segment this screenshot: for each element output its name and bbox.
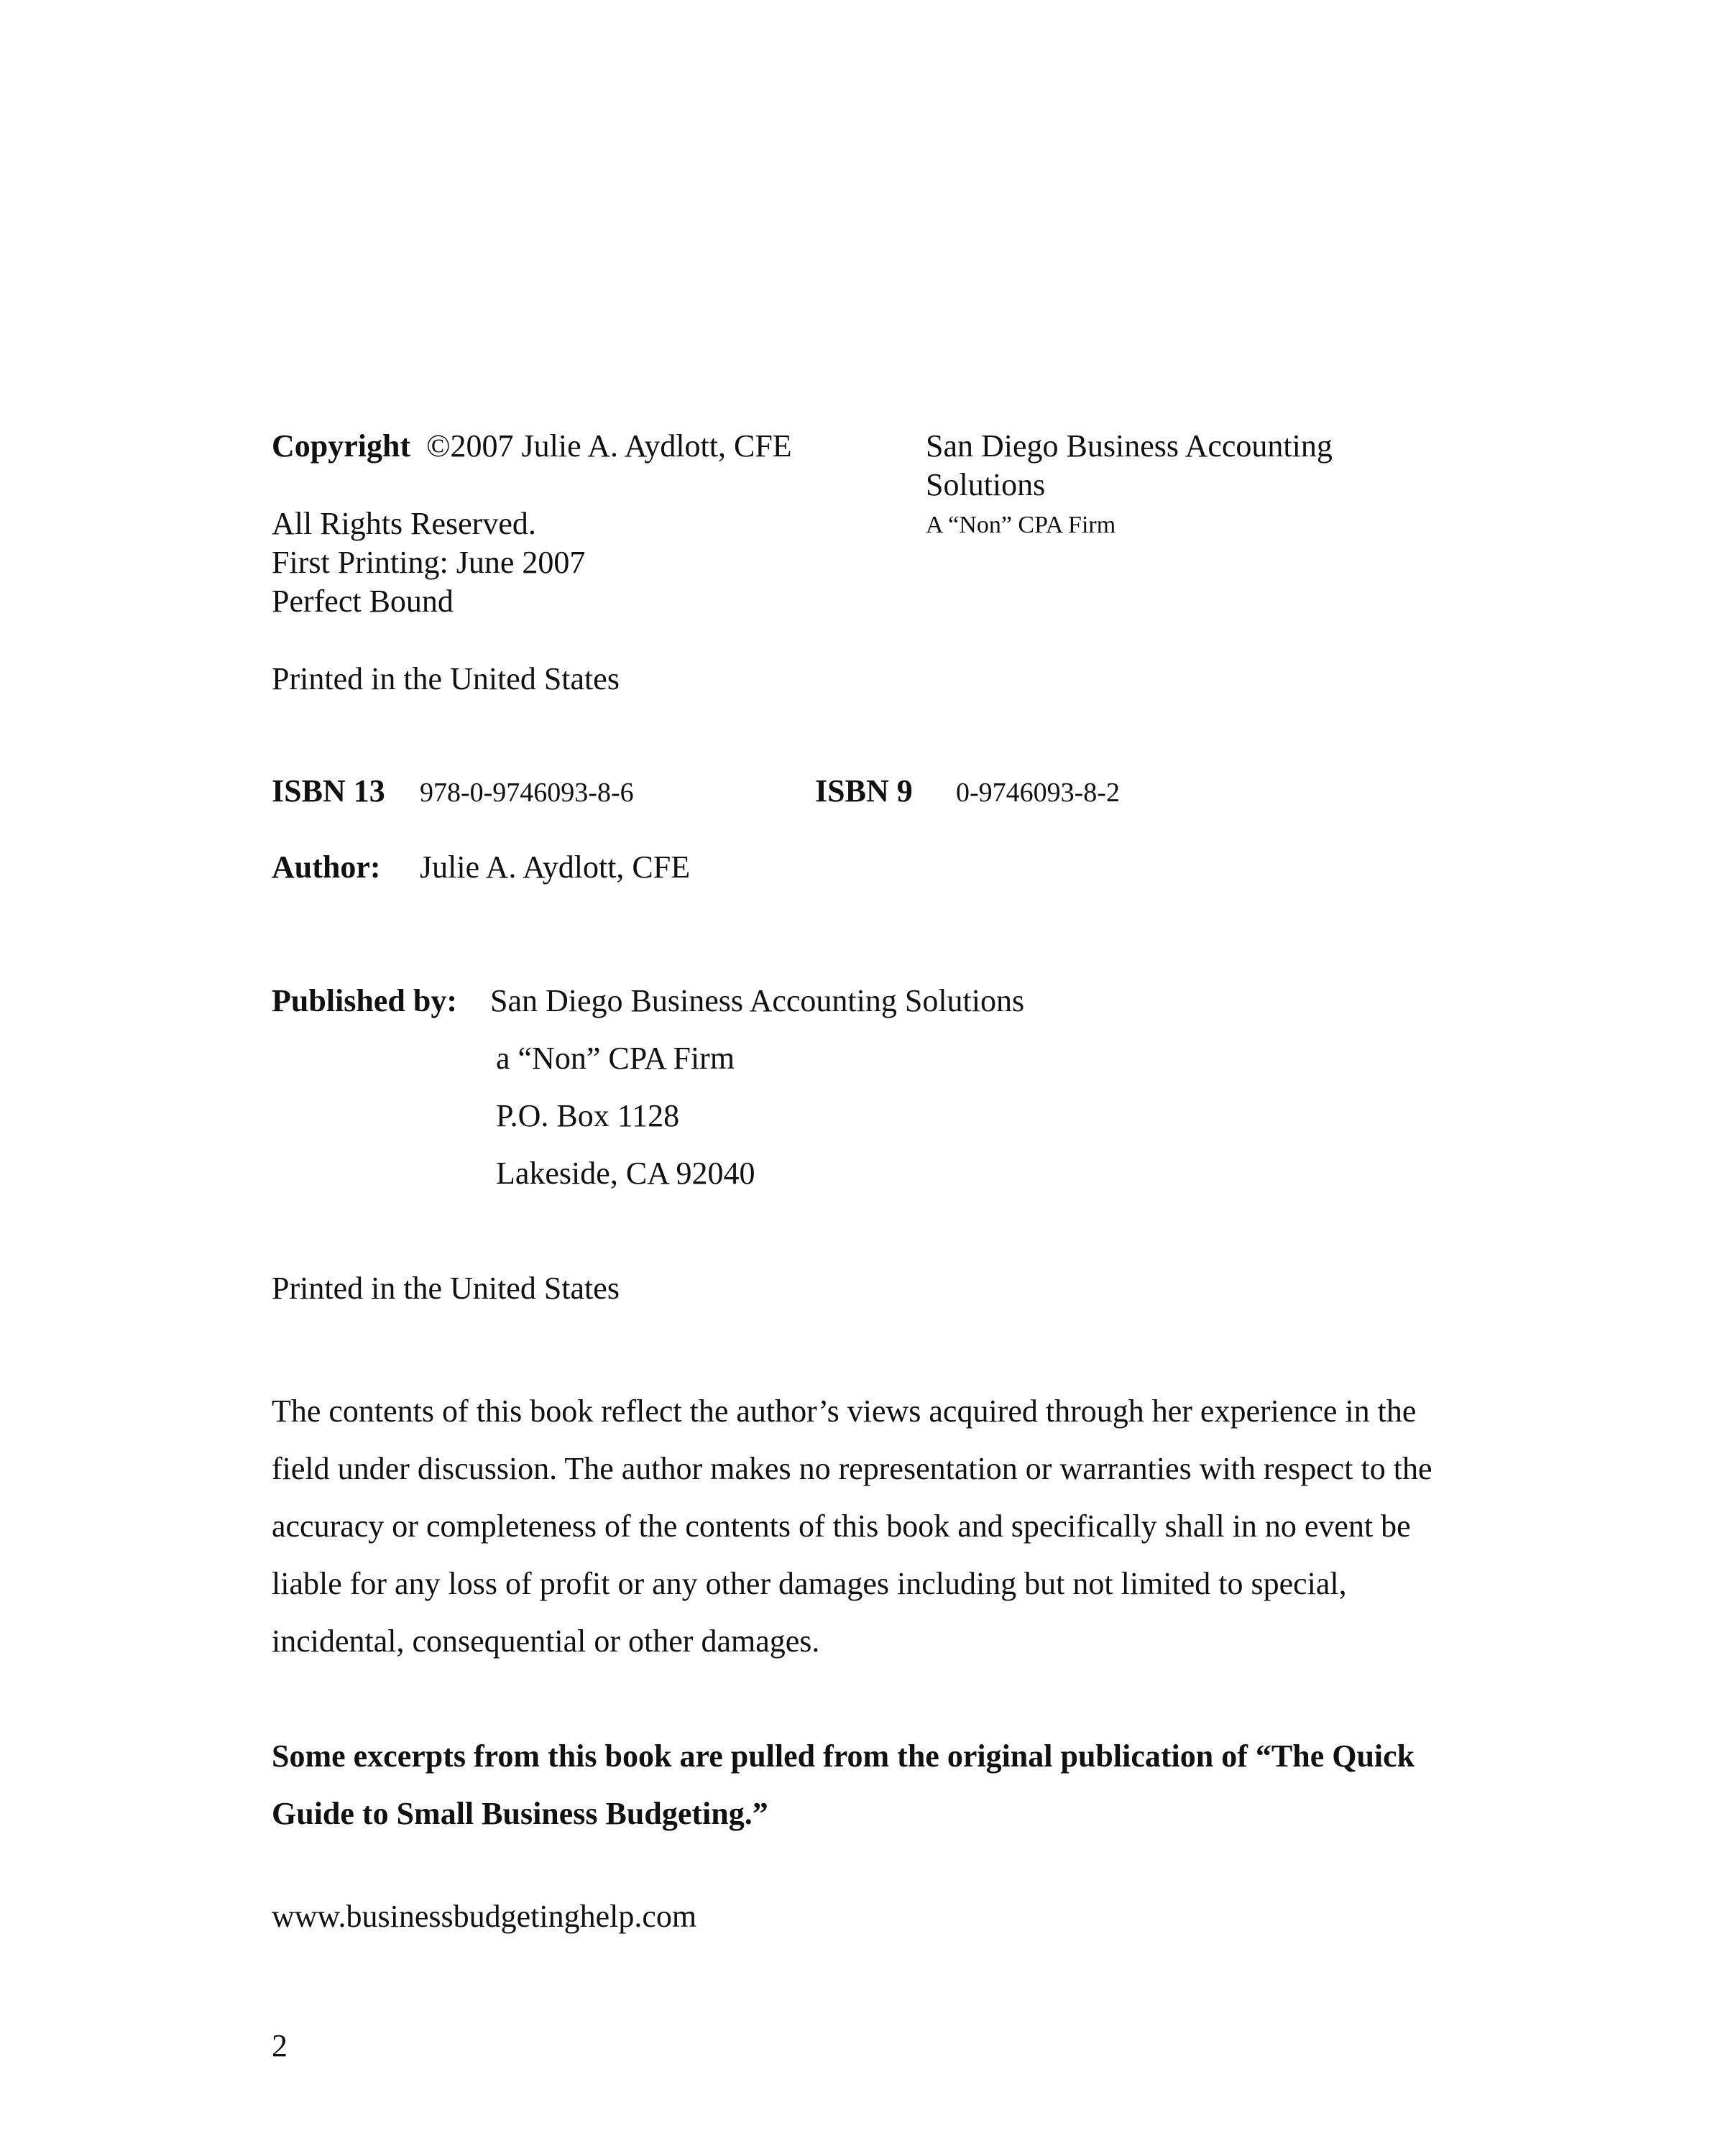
publisher-line: a “Non” CPA Firm xyxy=(496,1041,735,1076)
isbn9-label: ISBN 9 xyxy=(815,773,913,808)
author-label: Author: xyxy=(272,849,381,885)
publisher-line: San Diego Business Accounting Solutions xyxy=(490,983,1025,1018)
isbn9-value: 0-9746093-8-2 xyxy=(956,778,1120,808)
author-name: Julie A. Aydlott, CFE xyxy=(420,849,691,885)
first-printing: First Printing: June 2007 xyxy=(272,545,586,580)
isbn13-value: 978-0-9746093-8-6 xyxy=(420,778,634,808)
website-link[interactable]: www.businessbudgetinghelp.com xyxy=(272,1899,697,1934)
page-number: 2 xyxy=(272,2028,288,2063)
firm-tagline: A “Non” CPA Firm xyxy=(926,512,1116,538)
publisher-line: Lakeside, CA 92040 xyxy=(496,1156,755,1191)
firm-name-line1: San Diego Business Accounting xyxy=(926,428,1333,464)
disclaimer-paragraph: The contents of this book reflect the author’s views acquired through her experience in the field under discussion. The author makes no representation or warranties with respect to the accuracy or completeness of the contents of this book and specifically shall in no event be liable for any loss of profit or any other damages including but not limited to special, incidental, consequential or other damages. xyxy=(272,1393,1432,1659)
publisher-line: P.O. Box 1128 xyxy=(496,1098,680,1133)
copyright-label: Copyright xyxy=(272,428,411,464)
firm-name-line2: Solutions xyxy=(926,467,1046,502)
isbn13-label: ISBN 13 xyxy=(272,773,385,808)
copyright-text: ©2007 Julie A. Aydlott, CFE xyxy=(426,428,792,464)
copyright-line xyxy=(272,427,792,466)
binding-type: Perfect Bound xyxy=(272,584,454,619)
printed-in-1: Printed in the United States xyxy=(272,661,620,696)
excerpt-note: Some excerpts from this book are pulled from the original publication of “The Quick Guide to Small Business Budgeting.” xyxy=(272,1738,1415,1831)
printed-in-2: Printed in the United States xyxy=(272,1271,620,1306)
rights-reserved: All Rights Reserved. xyxy=(272,506,536,541)
published-by-label: Published by: xyxy=(272,983,457,1018)
